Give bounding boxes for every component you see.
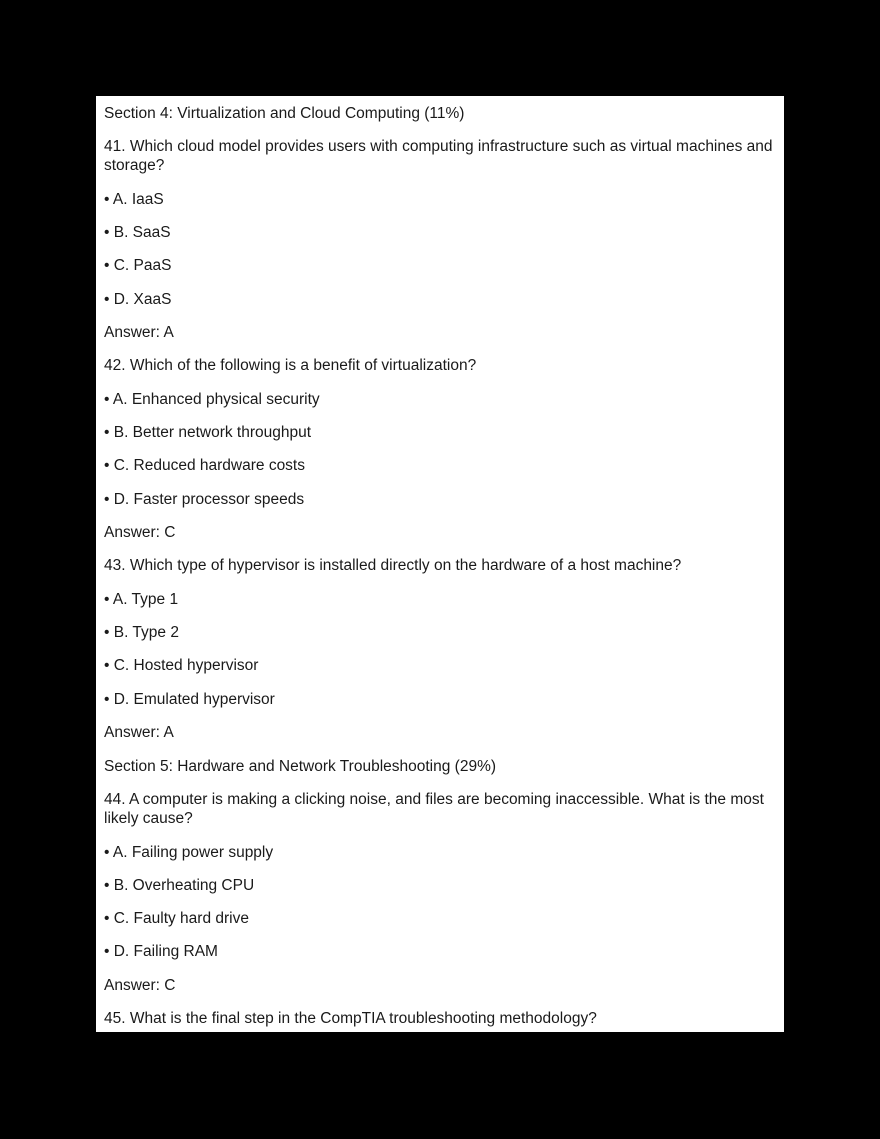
option: • C. PaaS <box>104 257 172 274</box>
option: • C. Hosted hypervisor <box>104 657 259 674</box>
option: • B. Better network throughput <box>104 424 312 441</box>
answer: Answer: A <box>104 724 174 741</box>
option: • D. Failing RAM <box>104 943 218 960</box>
option: • A. Type 1 <box>104 591 179 608</box>
option: • D. Emulated hypervisor <box>104 691 275 708</box>
answer: Answer: C <box>104 977 176 994</box>
answer: Answer: C <box>104 524 176 541</box>
option: • A. IaaS <box>104 191 164 208</box>
section-heading: Section 4: Virtualization and Cloud Computing (11%) <box>104 105 465 122</box>
option: • D. Faster processor speeds <box>104 491 305 508</box>
option: • A. Failing power supply <box>104 844 274 861</box>
question: 44. A computer is making a clicking noise, and files are becoming inaccessible. What is the most likely cause? <box>104 791 764 827</box>
option: • B. Type 2 <box>104 624 179 641</box>
question: 41. Which cloud model provides users with computing infrastructure such as virtual machines and storage? <box>104 138 773 174</box>
question: 43. Which type of hypervisor is installed directly on the hardware of a host machine? <box>104 557 682 574</box>
option: • A. Enhanced physical security <box>104 391 320 408</box>
answer: Answer: A <box>104 324 174 341</box>
option: • C. Faulty hard drive <box>104 910 249 927</box>
question: 45. What is the final step in the CompTIA troubleshooting methodology? <box>104 1010 597 1027</box>
option: • D. XaaS <box>104 291 172 308</box>
option: • C. Reduced hardware costs <box>104 457 305 474</box>
option: • B. Overheating CPU <box>104 877 255 894</box>
option: • B. SaaS <box>104 224 171 241</box>
question: 42. Which of the following is a benefit of virtualization? <box>104 357 477 374</box>
section-heading: Section 5: Hardware and Network Troubleshooting (29%) <box>104 758 497 775</box>
document-page <box>96 96 784 1032</box>
